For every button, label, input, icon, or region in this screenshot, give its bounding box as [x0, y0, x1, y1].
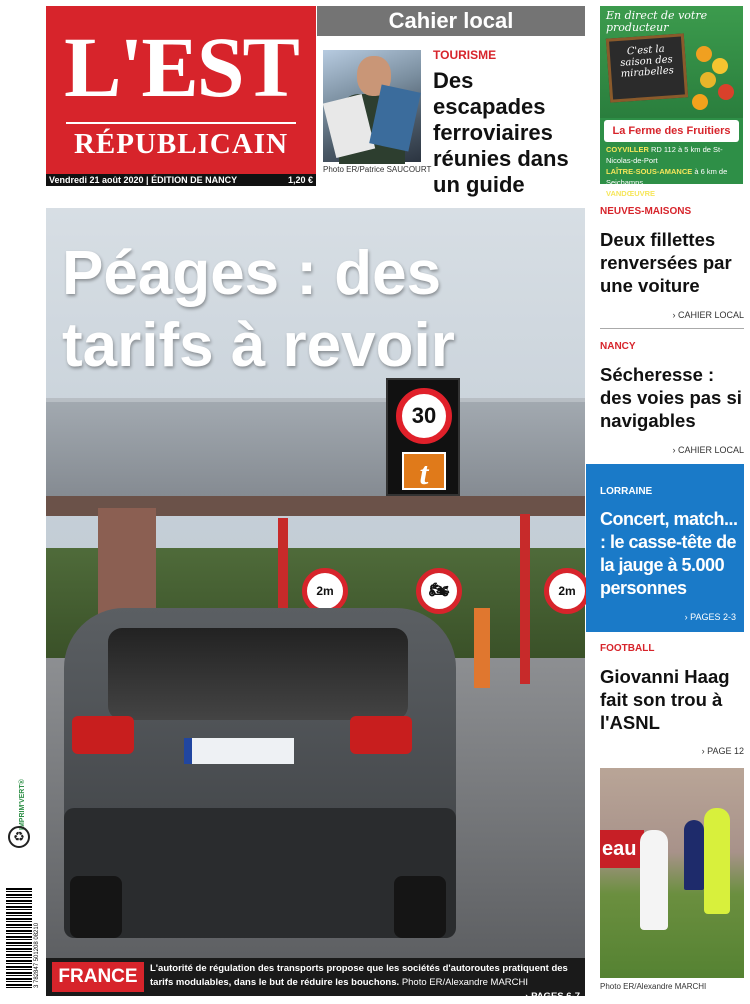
story2-headline[interactable]: Sécheresse : des voies pas si navigables	[600, 364, 742, 431]
car-plate	[184, 738, 294, 764]
masthead-title: L'EST	[64, 19, 298, 115]
barcode	[6, 888, 32, 988]
toll-pillar	[98, 508, 156, 618]
caption-section-tag: FRANCE	[52, 962, 144, 992]
ad-brand-logo: La Ferme des Fruitiers	[604, 120, 739, 142]
tourism-photo[interactable]	[323, 50, 421, 162]
caption-body: L'autorité de régulation des transports propose que les sociétés d'autoroutes pratiquent des tarifs modulables, dans le but de réduire les bouchons.	[150, 963, 568, 988]
ad-addresses: COYVILLER RD 112 à 5 km de St-Nicolas-de-Port LAÎTRE-SOUS-AMANCE à 6 km de Seichamps VANDŒUVRE ZAC Roberval	[606, 145, 728, 198]
player-white	[640, 830, 668, 930]
player-blue	[684, 820, 704, 890]
story4-kicker: FOOTBALL	[600, 643, 655, 654]
divider	[600, 328, 744, 329]
masthead-subtitle: RÉPUBLICAIN	[73, 128, 289, 160]
date-bar	[46, 174, 316, 186]
story2-kicker: NANCY	[600, 341, 636, 352]
story3-ref[interactable]: › PAGES 2-3	[684, 612, 736, 622]
ad-fruit-icon	[692, 94, 708, 110]
story3-kicker: LORRAINE	[600, 486, 653, 497]
advertisement[interactable]	[600, 6, 743, 198]
tourism-photo-credit: Photo ER/Patrice SAUCOURT	[323, 165, 432, 174]
tourism-kicker: TOURISME	[433, 48, 497, 62]
car-left-light	[72, 716, 134, 754]
masthead-rule	[66, 122, 296, 124]
car-rear-window	[108, 628, 408, 720]
recycle-icon: ♻	[8, 826, 30, 848]
main-headline[interactable]: Péages : des tarifs à revoir	[62, 239, 455, 380]
lorraine-box[interactable]	[586, 464, 744, 632]
imprim-vert-text: IMPRIM'VERT®	[19, 779, 26, 830]
ad-fruit-icon	[700, 72, 716, 88]
ad-fruit-icon	[718, 84, 734, 100]
main-caption	[46, 958, 585, 1002]
story1-headline[interactable]: Deux fillettes renversées par une voiture	[600, 229, 732, 296]
ad-tagline: En direct de votre producteur	[606, 9, 708, 34]
caption-credit: Photo ER/Alexandre MARCHI	[401, 977, 529, 988]
caption-pages-link[interactable]: › PAGES 6-7	[525, 991, 580, 1002]
toll-canopy	[46, 398, 585, 496]
car-tire	[70, 876, 122, 938]
toll-booth	[474, 608, 490, 688]
toll-pole	[278, 518, 288, 618]
ad-fruit-icon	[712, 58, 728, 74]
toll-pole	[520, 514, 530, 684]
story4-ref[interactable]: › PAGE 12	[701, 746, 744, 756]
car	[64, 608, 456, 938]
caption-text	[150, 962, 580, 1004]
story2-ref[interactable]: › CAHIER LOCAL	[672, 445, 744, 455]
referee	[704, 808, 730, 914]
football-photo-credit: Photo ER/Alexandre MARCHI	[600, 982, 707, 991]
story1-ref[interactable]: › CAHIER LOCAL	[672, 310, 744, 320]
story4-headline[interactable]: Giovanni Haag fait son trou à l'ASNL	[600, 666, 730, 733]
story1-kicker: NEUVES-MAISONS	[600, 206, 692, 217]
masthead	[46, 6, 316, 174]
cahier-local-header: Cahier local	[317, 6, 585, 36]
car-right-light	[350, 716, 412, 754]
no-motorcycle-sign: 🏍	[416, 568, 462, 614]
main-story-photo[interactable]	[46, 208, 585, 1002]
football-photo[interactable]	[600, 768, 744, 978]
ad-fruit-icon	[696, 46, 712, 62]
toll-t-sign: t	[402, 452, 446, 490]
height-limit-sign-right: 2m	[544, 568, 590, 614]
height-limit-sign-left: 2m	[302, 568, 348, 614]
speed-limit-sign: 30	[396, 388, 452, 444]
barcode-number: 3 782847 501208 08210	[34, 922, 40, 988]
story3-headline[interactable]: Concert, match... : le casse-tête de la jauge à 5.000 personnes	[600, 509, 738, 598]
speed-sign-panel	[386, 378, 460, 496]
stadium-adboard: eau	[600, 830, 644, 868]
edition-date: Vendredi 21 août 2020 | ÉDITION DE NANCY	[49, 175, 238, 185]
tourism-headline[interactable]: Des escapades ferroviaires réunies dans un guide	[433, 68, 569, 197]
ad-chalkboard: C'est la saison des mirabelles	[606, 33, 688, 102]
price: 1,20 €	[287, 175, 313, 185]
car-tire	[394, 876, 446, 938]
